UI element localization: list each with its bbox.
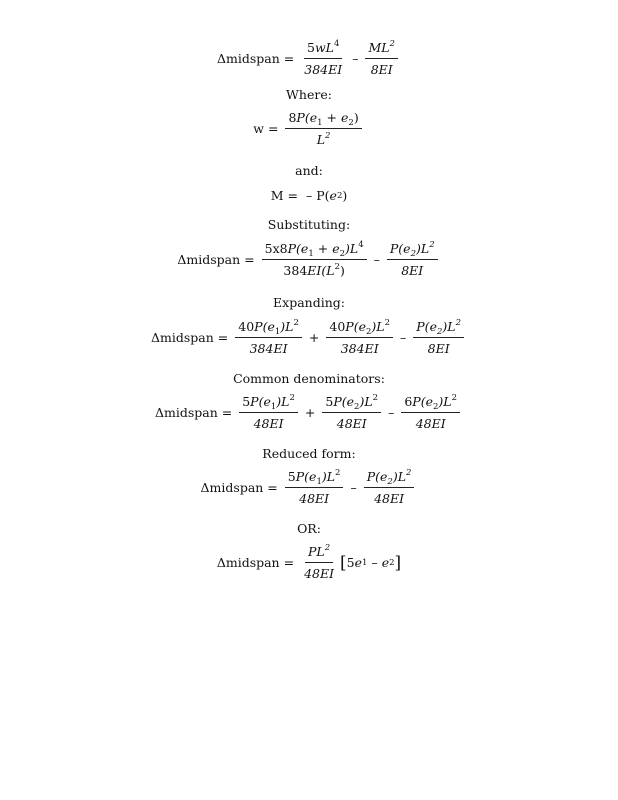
label-where: Where: — [286, 87, 332, 102]
fraction: $\frac{ML^2}{8EI}$ — [365, 40, 398, 77]
equation-common-denominators: Δmidspan = $\frac{5P(e_1)L^2}{48EI}$ + $\frac{5P(e_2)L^2}{48EI}$ – $\frac{6P(e_2)L^2}{48EI}$ — [0, 394, 618, 431]
fraction: $\frac{6P(e_2)L^2}{48EI}$ — [401, 394, 460, 431]
equation-substituted: Δmidspan = $\frac{5x8P(e_1 + e_2)L^4}{384EI(L^2)}$ – $\frac{P(e_2)L^2}{8EI}$ — [0, 241, 618, 278]
fraction: $\frac{5P(e_1)L^2}{48EI}$ — [285, 469, 344, 506]
label-or: OR: — [297, 521, 321, 536]
label-and: and: — [295, 163, 323, 178]
fraction: $\frac{8P(e_1 + e_2)}{L^2}$ — [285, 110, 361, 147]
equation-deflection-general: Δmidspan = $\frac{5wL^4}{384EI}$ – $\frac{ML^2}{8EI}$ — [0, 40, 618, 77]
fraction: $\frac{5P(e_2)L^2}{48EI}$ — [322, 394, 381, 431]
fraction: $\frac{40P(e_2)L^2}{384EI}$ — [326, 319, 393, 356]
fraction: $\frac{40P(e_1)L^2}{384EI}$ — [235, 319, 302, 356]
fraction: $\frac{5wL^4}{384EI}$ — [304, 39, 343, 77]
equation-reduced: Δmidspan = $\frac{5P(e_1)L^2}{48EI}$ – $\frac{P(e_2)L^2}{48EI}$ — [0, 469, 618, 506]
equation-final: Δmidspan = $\frac{PL^2}{48EI}$ [ 5 e 1 – e 2 ] — [216, 543, 402, 581]
equation-w: w = $\frac{8P(e_1 + e_2)}{L^2}$ — [0, 110, 618, 147]
label-substituting: Substituting: — [267, 217, 351, 232]
label-common-denominators: Common denominators: — [233, 371, 385, 386]
fraction: $\frac{5x8P(e_1 + e_2)L^4}{384EI(L^2)}$ — [262, 241, 367, 278]
fraction: $\frac{P(e_2)L^2}{48EI}$ — [364, 469, 415, 506]
fraction: $\frac{P(e_2)L^2}{8EI}$ — [387, 241, 438, 278]
fraction: $\frac{P(e_2)L^2}{8EI}$ — [413, 319, 464, 356]
equation-M: M = – P( e 2 ) — [270, 188, 348, 203]
label-reduced-form: Reduced form: — [262, 446, 356, 461]
fraction: $\frac{5P(e_1)L^2}{48EI}$ — [239, 394, 298, 431]
label-expanding: Expanding: — [273, 295, 345, 310]
lhs-midspan: Δmidspan = — [217, 51, 295, 66]
fraction: $\frac{PL^2}{48EI}$ — [304, 543, 335, 581]
equation-expanded: Δmidspan = $\frac{40P(e_1)L^2}{384EI}$ + $\frac{40P(e_2)L^2}{384EI}$ – $\frac{P(e_2)L^2}{8EI}$ — [0, 319, 618, 356]
